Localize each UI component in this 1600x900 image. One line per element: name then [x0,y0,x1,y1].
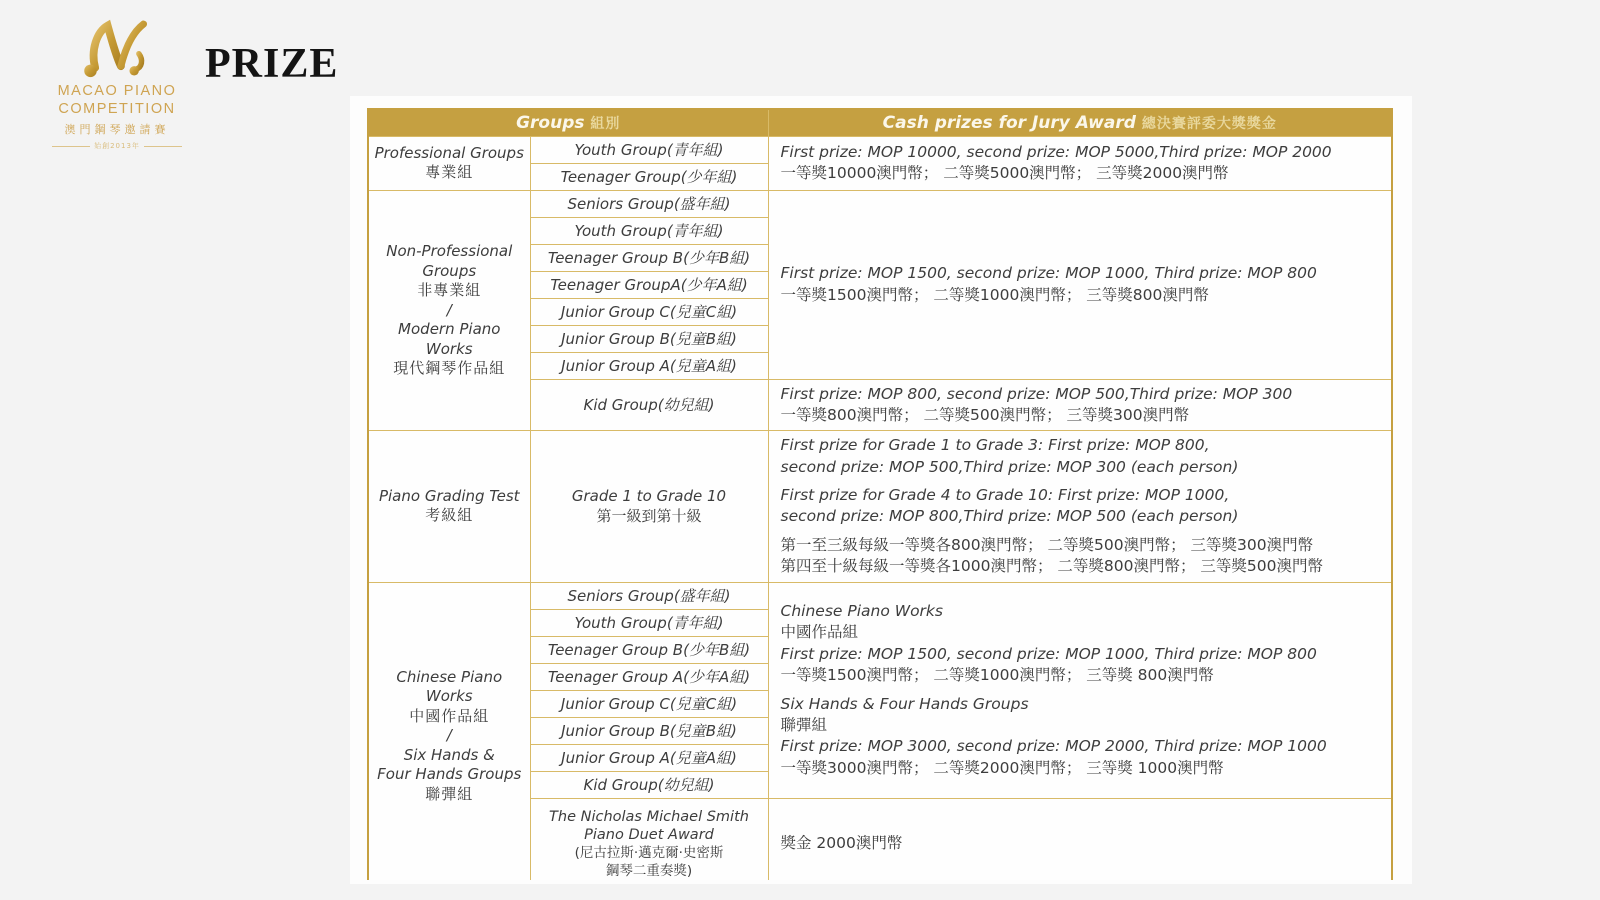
subgroup-cell: Youth Group(青年組) [530,609,768,636]
macao-piano-logo-icon [78,16,156,82]
group-cell-nonprofessional: Non-Professional Groups 非專業組 / Modern Piano Works 現代鋼琴作品組 [368,190,530,431]
header-cash [768,109,1392,136]
subgroup-cell: Youth Group(青年組) [530,136,768,163]
subgroup-cell: Seniors Group(盛年組) [530,582,768,609]
header-cash-en: Cash prizes for Jury Award [882,112,1136,133]
group-cell-professional: Professional Groups 專業組 [368,136,530,190]
prize-table-panel [350,96,1412,884]
logo-text-line1: MACAO PIANO [57,83,177,99]
table-row [368,582,1392,609]
subgroup-cell: Kid Group(幼兒組) [530,771,768,798]
prize-cell-professional: First prize: MOP 10000, second prize: MOP 5000,Third prize: MOP 2000 一等獎10000澳門幣； 二等獎5000澳門幣； 三等獎2000澳門幣 [768,136,1392,190]
subgroup-cell-grading: Grade 1 to Grade 10 第一級到第十級 [530,431,768,582]
prize-cell-chinese: Chinese Piano Works 中國作品組 First prize: MOP 1500, second prize: MOP 1000, Third prize: MOP 800 一等獎1500澳門幣； 二等獎1000澳門幣； 三等獎 800澳門幣 Six Hands & Four Hands Groups 聯彈組 First prize: MOP 3000, second prize: MOP 2000, Third prize: MOP 1000 一等獎3000澳門幣； 二等獎2000澳門幣； 三等獎 1000澳門幣 [768,582,1392,798]
subgroup-cell-kid: Kid Group(幼兒組) [530,379,768,431]
subgroup-cell: Teenager Group A(少年A組) [530,663,768,690]
header-cash-zh: 總決賽評委大獎獎金 [1141,115,1277,132]
prize-cell-kid: First prize: MOP 800, second prize: MOP 500,Third prize: MOP 300 一等獎800澳門幣； 二等獎500澳門幣； 三等獎300澳門幣 [768,379,1392,431]
table-row [368,190,1392,217]
prize-table [367,108,1393,880]
header-groups-zh: 組別 [590,115,621,132]
group-cell-grading: Piano Grading Test 考級組 [368,431,530,582]
subgroup-cell: Junior Group B(兒童B組) [530,325,768,352]
subgroup-cell: Teenager GroupA(少年A組) [530,271,768,298]
subgroup-cell: Junior Group A(兒童A組) [530,352,768,379]
table-row [368,431,1392,582]
prize-cell-nonprofessional: First prize: MOP 1500, second prize: MOP 1000, Third prize: MOP 800 一等獎1500澳門幣； 二等獎1000澳門幣； 三等獎800澳門幣 [768,190,1392,379]
subgroup-cell: Junior Group A(兒童A組) [530,744,768,771]
subgroup-cell: Junior Group C(兒童C組) [530,690,768,717]
prize-cell-grading: First prize for Grade 1 to Grade 3: First prize: MOP 800, second prize: MOP 500,Third prize: MOP 300 (each person) First prize for Grade 4 to Grade 10: First prize: MOP 1000, second prize: MOP 800,Third prize: MOP 500 (each person) 第一至三級每級一等獎各800澳門幣； 二等獎500澳門幣； 三等獎300澳門幣 第四至十級每級一等獎各1000澳門幣； 二等獎800澳門幣； 三等獎500澳門幣 [768,431,1392,582]
subgroup-cell: Junior Group B(兒童B組) [530,717,768,744]
header-groups-en: Groups [516,112,585,133]
logo-since-line: 始創2013年 [52,141,182,151]
table-header-row [368,109,1392,136]
subgroup-cell: Teenager Group B(少年B組) [530,636,768,663]
subgroup-cell: Teenager Group(少年組) [530,163,768,190]
prize-table-clip [367,108,1393,880]
subgroup-cell-nicholas-award: The Nicholas Michael Smith Piano Duet Award (尼古拉斯·邁克爾·史密斯 鋼琴二重奏獎) [530,798,768,880]
logo-text-chinese: 澳門鋼琴邀請賽 [64,123,170,137]
page-title: PRIZE [205,41,339,87]
subgroup-cell: Youth Group(青年組) [530,217,768,244]
logo-text-line2: COMPETITION [58,101,176,118]
table-row [368,136,1392,163]
group-cell-chinese: Chinese Piano Works 中國作品組 / Six Hands & Four Hands Groups 聯彈組 [368,582,530,880]
subgroup-cell: Seniors Group(盛年組) [530,190,768,217]
subgroup-cell: Teenager Group B(少年B組) [530,244,768,271]
subgroup-cell: Junior Group C(兒童C組) [530,298,768,325]
prize-cell-nicholas-award: 獎金 2000澳門幣 [768,798,1392,880]
header-groups [368,109,768,136]
logo [52,16,182,151]
